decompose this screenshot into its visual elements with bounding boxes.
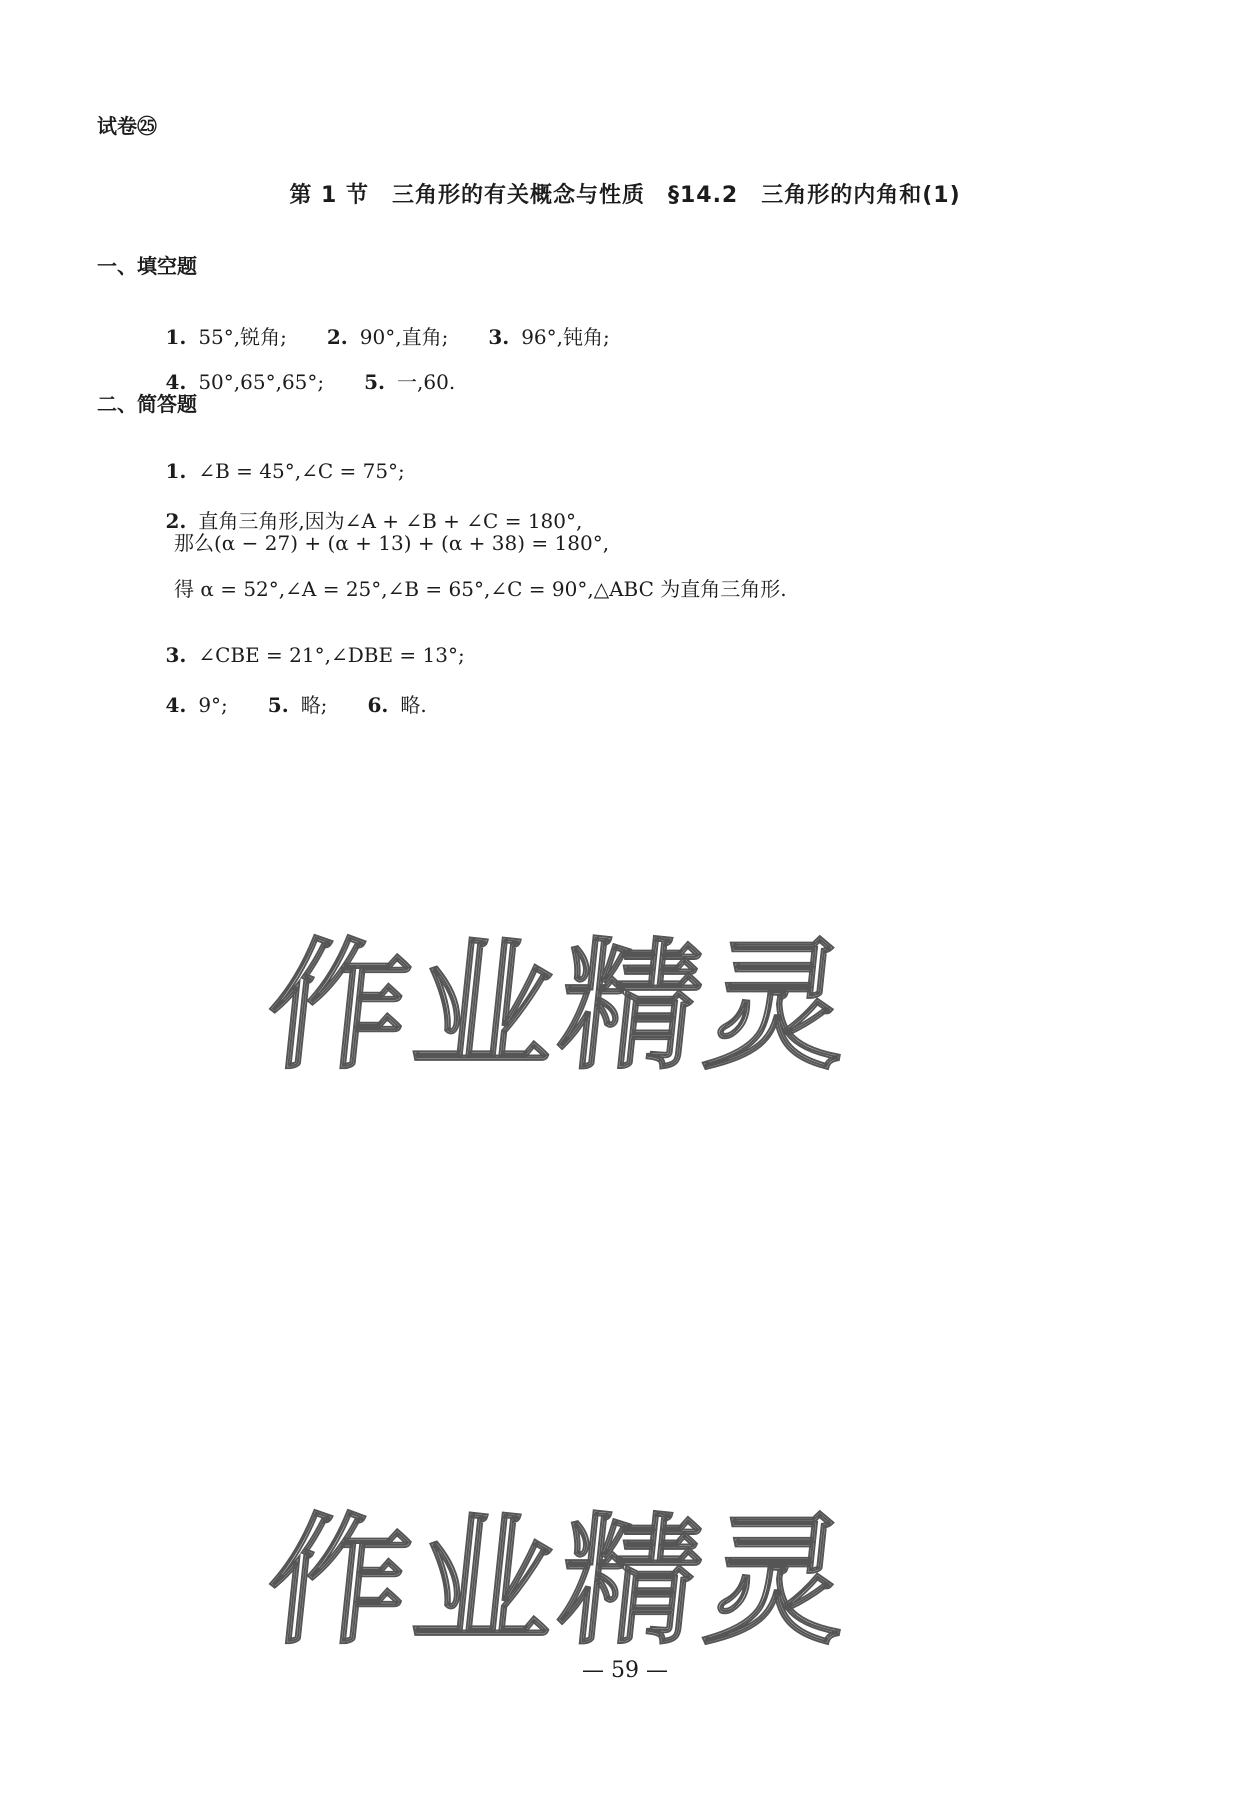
- section-heading-fill-blank: 一、填空题: [97, 254, 197, 278]
- answer-text: 50°,65°,65°;: [198, 370, 325, 394]
- answer-text: 9°;: [198, 693, 228, 717]
- answer-text: ∠B = 45°,∠C = 75°;: [198, 459, 405, 483]
- answer-row-last: [140, 665, 427, 742]
- answer-number: 2.: [326, 325, 348, 349]
- answer-text: 90°,直角;: [359, 325, 449, 349]
- section-heading-short-answer: 二、简答题: [97, 392, 197, 416]
- answer-text: 55°,锐角;: [198, 325, 287, 349]
- paper-label: 试卷㉕: [97, 114, 157, 138]
- page-title: 第 1 节 三角形的有关概念与性质 §14.2 三角形的内角和(1): [289, 183, 961, 208]
- page-number: — 59 —: [582, 1658, 668, 1683]
- answer-number: 2.: [165, 509, 187, 533]
- answer-continuation: 那么(α − 27) + (α + 13) + (α + 38) = 180°,: [174, 531, 610, 555]
- answer-text: ∠CBE = 21°,∠DBE = 13°;: [198, 643, 465, 667]
- answer-text: 略;: [300, 693, 328, 717]
- answer-number: 3.: [165, 643, 187, 667]
- watermark: 作业精灵: [260, 926, 862, 1089]
- answer-number: 6.: [367, 693, 389, 717]
- answer-number: 4.: [165, 370, 187, 394]
- answer-continuation: 得 α = 52°,∠A = 25°,∠B = 65°,∠C = 90°,△ABC 为直角三角形.: [174, 577, 787, 601]
- answer-number: 1.: [165, 459, 187, 483]
- answer-text: 直角三角形,因为∠A + ∠B + ∠C = 180°,: [198, 509, 583, 533]
- answer-number: 1.: [165, 325, 187, 349]
- watermark: 作业精灵: [260, 1501, 862, 1664]
- answer-number: 5.: [364, 370, 386, 394]
- answer-number: 5.: [267, 693, 289, 717]
- answer-number: 4.: [165, 693, 187, 717]
- answer-text: 一,60.: [397, 370, 456, 394]
- answer-number: 3.: [488, 325, 510, 349]
- answer-text: 略.: [400, 693, 427, 717]
- answer-text: 96°,钝角;: [521, 325, 610, 349]
